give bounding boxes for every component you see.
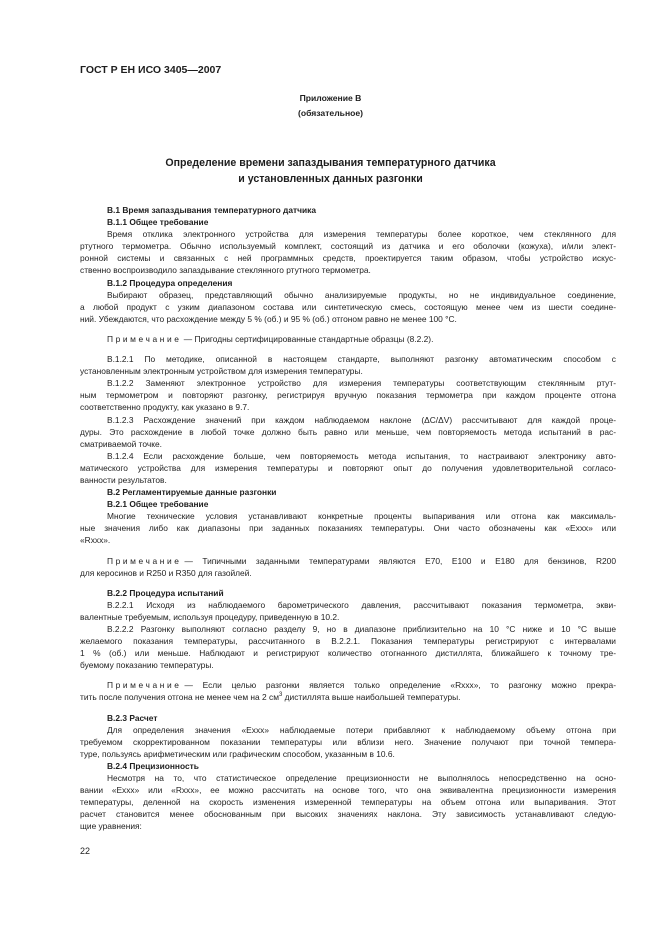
text-line: ний. Убеждаются, что расхождение между 5 % (об.) и 95 % (об.) отгоном равно не менее 100 °C. <box>80 313 457 324</box>
text-line: ные значения либо как диапазоны при заданных показаниях температуры. Они часто обозначены как «Exxx» или <box>80 523 616 534</box>
text-line: дуры. Это расхождение в любой точке должно быть равно или меньше, чем повторяемость метода испытаний в рас- <box>80 426 616 437</box>
note-text <box>80 691 616 703</box>
subsection-heading: В.1.1 Общее требование <box>107 217 209 228</box>
text-line: соответственно продукту, как указано в 9.7. <box>80 402 250 413</box>
text-line: валентные требуемым, используя процедуру, приведенную в 10.2. <box>80 611 340 622</box>
text-line: В.1.2.1 По методике, описанной в настоящем стандарте, выполняют разгонку автоматическим способом с <box>107 354 616 365</box>
subsection-heading: В.2.2 Процедура испытаний <box>107 587 224 598</box>
subsection-heading: В.2.1 Общее требование <box>107 499 209 510</box>
note-label: Примечание <box>107 680 182 691</box>
text-line: температуры, деленной на скорость изменения измеренной температуры на объем отгона или выпаривания. Этот <box>80 797 616 808</box>
note-text-part: тить после получения отгона не менее чем на 2 см <box>80 692 279 703</box>
note <box>80 555 616 567</box>
page-number: 22 <box>80 846 91 856</box>
superscript: 3 <box>278 692 283 699</box>
note-label: Примечание <box>107 333 182 344</box>
subsection-heading: В.2.3 Расчет <box>107 712 158 723</box>
text-line: буемому показанию температуры. <box>80 660 214 671</box>
note-text: — Типичными заданными температурами являются E70, E100 и E180 для бензинов, R200 <box>184 555 616 566</box>
text-line: матического устройства для измерения температуры и повторяют опыт до получения удовлетворительной согласо- <box>80 462 616 473</box>
text-line: Выбирают образец, представляющий обычно анализируемые продукты, но не индивидуальное соединение, <box>107 289 616 300</box>
note-text: — Если целью разгонки является только определение «Rxxx», то разгонку можно прекра- <box>184 680 616 691</box>
text-line: установленным электронным устройством для измерения температуры. <box>80 366 363 377</box>
text-line: 1 % (об.) или меньше. Наблюдают и регистрируют количество отогнанного дистиллята, ближайшего к точному тре- <box>80 648 616 659</box>
text-line: «Rxxx». <box>80 535 111 546</box>
note-text: для керосинов и R250 и R350 для газойлей. <box>80 567 252 578</box>
appendix-status: (обязательное) <box>297 108 364 118</box>
text-line: а любой продукт с узким диапазоном состава или синтетическую смесь, состоящую менее чем из шести соедине- <box>80 301 616 312</box>
note-text-part: дистиллята выше наибольшей температуры. <box>282 692 461 703</box>
section-heading: В.1 Время запаздывания температурного датчика <box>107 205 316 215</box>
text-line: ртутного термометра. Обычно используемый комплект, состоящий из датчика и его оболочки (кожуха), и/или элект- <box>80 241 616 252</box>
text-line: желаемого показания температуры, рассчитанного в В.2.2.1. Показания температуры регистрируют с интервалами <box>80 636 616 647</box>
text-line: ственно воспроизводило запаздывание стеклянного ртутного термометра. <box>80 265 371 276</box>
subsection-heading: В.2.4 Прецизионность <box>107 760 199 771</box>
text-line: Для определения значения «Exxx» наблюдаемые потери прибавляют к наблюдаемому объему отгона при <box>107 724 616 735</box>
text-line: расчет становится менее обоснованным при высоких значениях наклона. Эту зависимость устанавливают следую- <box>80 809 616 820</box>
text-line: щие уравнения: <box>80 821 142 832</box>
page-title: Определение времени запаздывания температурного датчика <box>165 157 496 169</box>
text-line: В.2.2.2 Разгонку выполняют согласно разделу 9, но в диапазоне приблизительно на 10 °C ниже и 10 °C выше <box>107 624 616 634</box>
note <box>80 333 616 345</box>
text-line: В.1.2.2 Заменяют электронное устройство для измерения температуры соответствующим стеклянным ртут- <box>107 378 616 389</box>
page-title-line-2: и установленных данных разгонки <box>238 173 423 185</box>
section-heading: В.2 Регламентируемые данные разгонки <box>107 487 277 498</box>
text-line: Несмотря на то, что статистическое определение прецизионности не выполнялось непосредственно на осно- <box>107 773 616 784</box>
text-line: Время отклика электронного устройства для измерения температуры более короткое, чем стеклянного для <box>107 229 616 240</box>
subsection-heading: В.1.2 Процедура определения <box>107 277 233 288</box>
note-label: Примечание <box>107 555 182 566</box>
note-text: — Пригодны сертифицированные стандартные образцы (8.2.2). <box>181 333 434 344</box>
text-line: туре, пользуясь арифметическим или графическим способом, указанным в 10.6. <box>80 748 395 759</box>
document-header: ГОСТ Р ЕН ИСО 3405—2007 <box>80 64 222 76</box>
text-line: В.1.2.4 Если расхождение больше, чем повторяемость метода испытания, то настраивают электронику авто- <box>107 450 616 461</box>
text-line: ванности результатов. <box>80 474 167 485</box>
text-line: В.2.2.1 Исходя из наблюдаемого барометрического давления, рассчитывают показания термометра, экви- <box>107 599 616 610</box>
document-body <box>80 204 616 833</box>
text-line: В.1.2.3 Расхождение значений при каждом наблюдаемом наклоне (ΔC/ΔV) рассчитывают для каждой проце- <box>107 414 616 425</box>
text-line: вании «Exxx» или «Rxxx», ее можно рассчитать на основе того, что она эквивалентна прецизионности измерения <box>80 785 616 796</box>
text-line: ронной системы и связанных с ней программных средств, проектируется таким образом, чтобы устройство искус- <box>80 253 616 264</box>
text-line: требуемом скорректированном показании температуры или вблизи него. Значение получают при точной темпера- <box>80 736 616 747</box>
text-line: Многие технические условия устанавливают конкретные проценты выпаривания или отгона как максималь- <box>107 511 616 522</box>
note <box>80 679 616 691</box>
appendix-name: Приложение В <box>299 93 362 103</box>
text-line: ным термометром и повторяют разгонку, регистрируя вручную показания термометра при каждом проценте отгона <box>80 390 616 401</box>
text-line: сматриваемой точке. <box>80 438 163 449</box>
